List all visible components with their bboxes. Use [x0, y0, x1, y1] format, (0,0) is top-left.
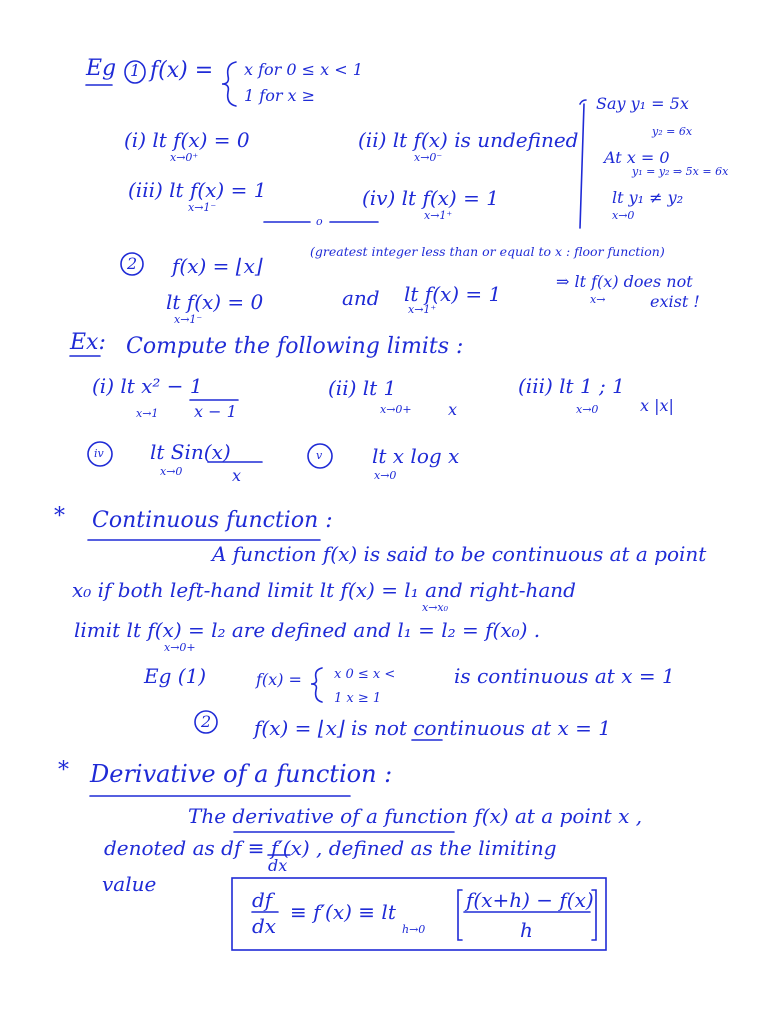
ex-i: (i) lt x² − 1 [92, 374, 203, 398]
eg2-line2a-sub: x→1⁻ [174, 313, 203, 326]
cases-brace [222, 62, 236, 106]
part-iv-sub: x→1⁺ [424, 209, 453, 222]
ex-iii-sub: x→0 [576, 403, 599, 416]
ex-ii-sub: x→0+ [380, 403, 412, 416]
derivative-p2: denoted as df ≡ f′(x) , defined as the limiting [104, 836, 557, 860]
derivative-p3: value [102, 872, 157, 896]
ex-ii-den: x [448, 400, 458, 419]
part-iii-sub: x→1⁻ [188, 201, 217, 214]
side-line-4: y₁ = y₂ ⇒ 5x = 6x [632, 165, 729, 178]
eg2-exist: exist ! [650, 292, 700, 311]
box-numerator: f(x+h) − f(x) [466, 888, 594, 912]
continuous-eg: Eg (1) [144, 664, 207, 688]
side-line-5: lt y₁ ≠ y₂ [612, 188, 684, 207]
eg1-case2: 1 for x ≥ [244, 86, 316, 105]
part-i-sub: x→0⁺ [170, 151, 199, 164]
ex-v-sub: x→0 [374, 469, 397, 482]
eg2-line2b-sub: x→1⁺ [408, 303, 437, 316]
part-iii: (iii) lt f(x) = 1 [128, 178, 267, 202]
side-line-5-sub: x→0 [612, 209, 635, 222]
part-i: (i) lt f(x) = 0 [124, 128, 250, 152]
eg1-case1: x for 0 ≤ x < 1 [244, 60, 363, 79]
continuous-eg-result: is continuous at x = 1 [454, 664, 675, 688]
ex-title: Compute the following limits : [126, 334, 464, 359]
part-ii-sub: x→0⁻ [414, 151, 443, 164]
ex-iv-den: x [232, 466, 242, 485]
continuous-p2: x₀ if both left-hand limit lt f(x) = l₁ and right-hand [72, 578, 576, 602]
ex-iv: lt Sin(x) [150, 440, 231, 464]
eg-label: Eg [86, 56, 117, 81]
box-lhs-num: df [252, 888, 273, 912]
continuous-eg-case2: 1 x ≥ 1 [334, 691, 382, 706]
ex-v: lt x log x [372, 444, 460, 468]
eg2-line2b: lt f(x) = 1 [404, 282, 502, 306]
part-iv: (iv) lt f(x) = 1 [362, 186, 499, 210]
ex-v-number: v [316, 449, 323, 462]
ex-iv-number: iv [94, 447, 104, 460]
continuous-star: * [54, 504, 65, 529]
ex-i-den: x − 1 [194, 402, 237, 421]
continuous-eg-fx: f(x) = [256, 670, 302, 689]
continuous-p3: limit lt f(x) = l₂ are defined and l₁ = l₂ = f(x₀) . [74, 618, 541, 642]
box-middle: ≡ f′(x) ≡ lt [290, 900, 396, 924]
eg2-paren: (greatest integer less than or equal to x : floor function) [310, 244, 665, 259]
eg2-number: 2 [127, 254, 138, 273]
ex-label: Ex: [70, 330, 106, 355]
side-line-3: At x = 0 [604, 148, 670, 167]
eg2-implies: ⇒ lt f(x) does not [556, 272, 693, 291]
eg2-and: and [342, 286, 380, 310]
ex-i-sub: x→1 [136, 407, 159, 420]
derivative-p1: The derivative of a function f(x) at a point x , [188, 804, 643, 828]
continuous-title: Continuous function : [92, 508, 333, 533]
eg1-number: 1 [130, 61, 141, 80]
ex-iii-den: x |x| [640, 396, 674, 415]
continuous-p2-sub: x→x₀ [422, 601, 449, 614]
ex-iv-sub: x→0 [160, 465, 183, 478]
zero-mark: o [316, 215, 323, 228]
box-limit-sub: h→0 [402, 923, 426, 936]
continuous-eg2: f(x) = ⌊x⌋ is not continuous at x = 1 [254, 716, 611, 740]
side-divider [580, 104, 584, 228]
part-ii: (ii) lt f(x) is undefined [358, 128, 579, 152]
box-lhs-den: dx [252, 914, 277, 938]
eg1-fx: f(x) = [150, 58, 214, 83]
derivative-title: Derivative of a function : [90, 760, 393, 788]
continuous-p3-sub: x→0+ [164, 641, 196, 654]
continuous-p1: A function f(x) is said to be continuous at a point [212, 542, 707, 566]
ex-ii: (ii) lt 1 [328, 376, 397, 400]
continuous-eg2-number: 2 [201, 712, 212, 731]
derivative-p2-den: dx [268, 856, 288, 875]
eg2-line2a: lt f(x) = 0 [166, 290, 264, 314]
box-denominator: h [520, 918, 533, 942]
eg2-implies-sub: x→ [590, 293, 606, 306]
eg2-line1: f(x) = ⌊x⌋ [172, 254, 263, 278]
side-line-2: y₂ = 6x [652, 125, 693, 138]
side-line-1: Say y₁ = 5x [596, 94, 689, 113]
continuous-eg-case1: x 0 ≤ x < [334, 667, 396, 682]
ex-iii: (iii) lt 1 ; 1 [518, 374, 625, 398]
derivative-star: * [58, 758, 69, 783]
